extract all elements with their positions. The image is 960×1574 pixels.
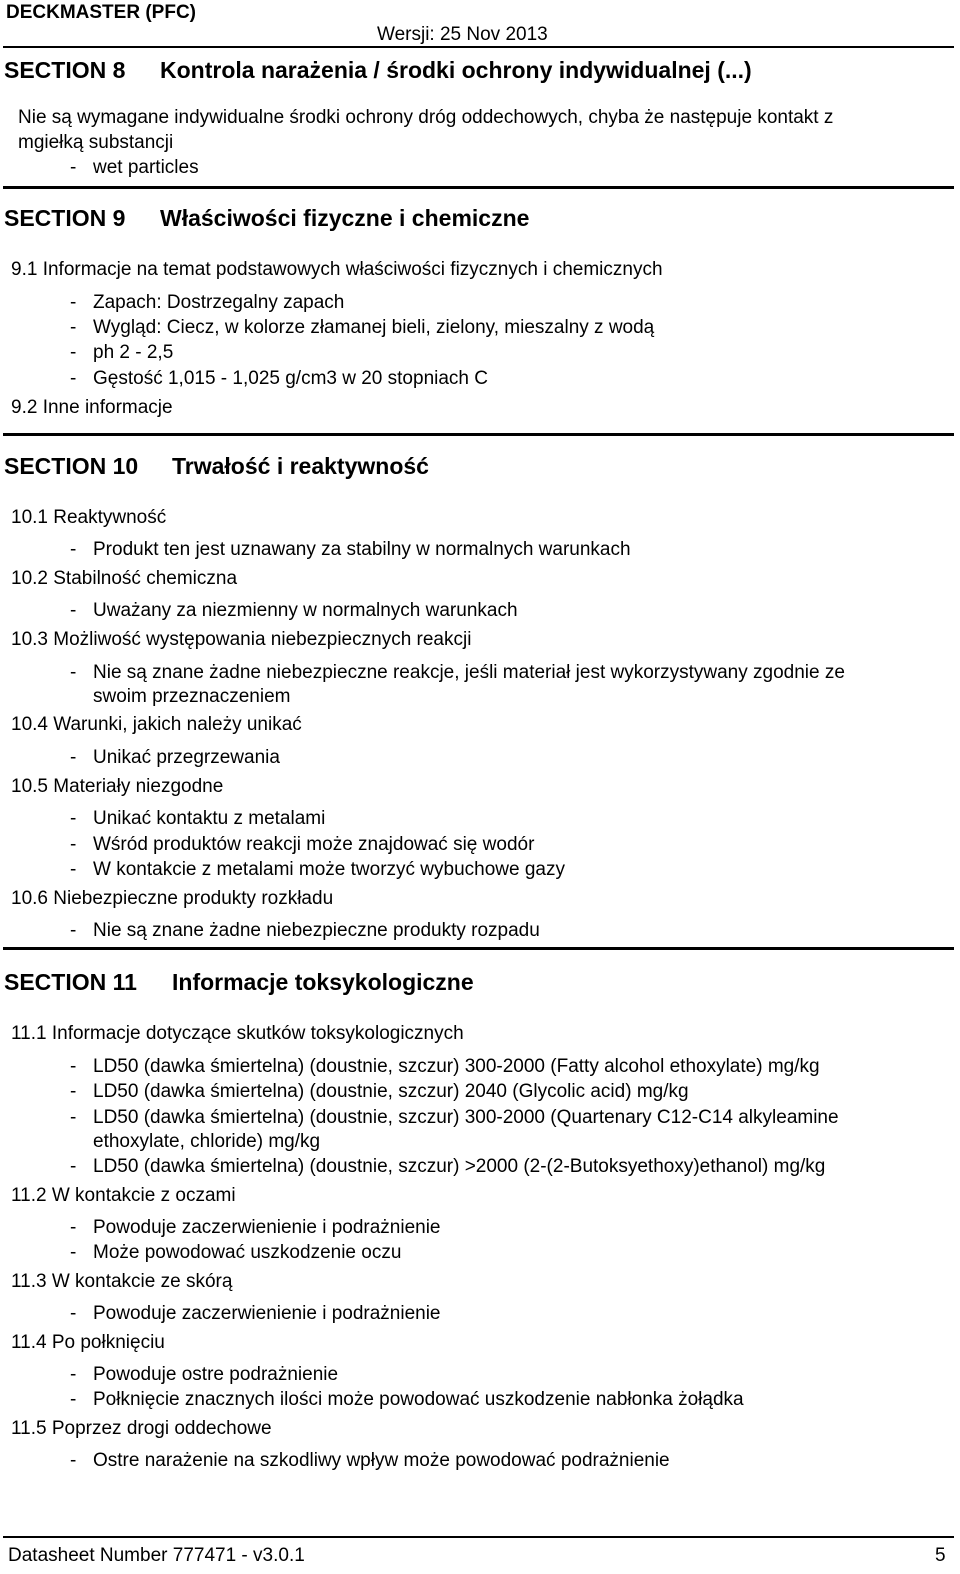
bullet-dash: -	[70, 317, 77, 338]
bullet-dash: -	[70, 1217, 77, 1238]
property-density: Gęstość 1,015 - 1,025 g/cm3 w 20 stopniach C	[93, 368, 488, 389]
eye-contact-item: Powoduje zaczerwienienie i podrażnienie	[93, 1217, 441, 1238]
header-divider	[3, 46, 954, 48]
bullet-dash: -	[70, 292, 77, 313]
section-8-bullet: wet particles	[93, 157, 199, 178]
bullet-dash: -	[70, 1156, 77, 1177]
subsection-10-2: 10.2 Stabilność chemiczna	[11, 568, 238, 589]
footer-divider	[3, 1536, 954, 1538]
toxicity-item-continuation: ethoxylate, chloride) mg/kg	[93, 1131, 321, 1152]
section-8-number: SECTION 8	[4, 57, 126, 83]
section-11-number: SECTION 11	[4, 969, 137, 995]
property-ph: ph 2 - 2,5	[93, 342, 174, 363]
bullet-dash: -	[70, 1389, 77, 1410]
subsection-11-5: 11.5 Poprzez drogi oddechowe	[11, 1418, 272, 1439]
incompatible-item: Unikać kontaktu z metalami	[93, 808, 326, 829]
bullet-dash: -	[70, 920, 77, 941]
bullet-dash: -	[70, 1242, 77, 1263]
bullet-dash: -	[70, 157, 77, 178]
subsection-10-3: 10.3 Możliwość występowania niebezpiecznych reakcji	[11, 629, 472, 650]
subsection-11-2: 11.2 W kontakcie z oczami	[11, 1185, 236, 1206]
hazardous-reactions-item-line2: swoim przeznaczeniem	[93, 686, 291, 707]
skin-contact-item: Powoduje zaczerwienienie i podrażnienie	[93, 1303, 441, 1324]
bullet-dash: -	[70, 600, 77, 621]
subsection-10-6: 10.6 Niebezpieczne produkty rozkładu	[11, 888, 334, 909]
version-date: Wersji: 25 Nov 2013	[377, 24, 548, 45]
section-divider	[3, 433, 954, 436]
subsection-11-1: 11.1 Informacje dotyczące skutków toksykologicznych	[11, 1023, 464, 1044]
bullet-dash: -	[70, 859, 77, 880]
section-8-text-line1: Nie są wymagane indywidualne środki ochrony dróg oddechowych, chyba że następuje kontakt z	[18, 107, 834, 128]
subsection-10-5: 10.5 Materiały niezgodne	[11, 776, 224, 797]
datasheet-number: Datasheet Number 777471 - v3.0.1	[8, 1545, 305, 1566]
inhalation-item: Ostre narażenie na szkodliwy wpływ może powodować podrażnienie	[93, 1450, 670, 1471]
section-11-title: Informacje toksykologiczne	[172, 969, 474, 995]
bullet-dash: -	[70, 834, 77, 855]
subsection-11-4: 11.4 Po połknięciu	[11, 1332, 165, 1353]
subsection-10-4: 10.4 Warunki, jakich należy unikać	[11, 714, 302, 735]
reactivity-item: Produkt ten jest uznawany za stabilny w normalnych warunkach	[93, 539, 631, 560]
section-divider	[3, 947, 954, 950]
bullet-dash: -	[70, 808, 77, 829]
subsection-9-2: 9.2 Inne informacje	[11, 397, 173, 418]
subsection-11-3: 11.3 W kontakcie ze skórą	[11, 1271, 233, 1292]
subsection-9-1: 9.1 Informacje na temat podstawowych właściwości fizycznych i chemicznych	[11, 259, 663, 280]
toxicity-item: LD50 (dawka śmiertelna) (doustnie, szczur) 2040 (Glycolic acid) mg/kg	[93, 1081, 689, 1102]
incompatible-item: Wśród produktów reakcji może znajdować się wodór	[93, 834, 535, 855]
eye-contact-item: Może powodować uszkodzenie oczu	[93, 1242, 402, 1263]
product-name: DECKMASTER (PFC)	[6, 2, 196, 23]
bullet-dash: -	[70, 1450, 77, 1471]
conditions-to-avoid-item: Unikać przegrzewania	[93, 747, 280, 768]
bullet-dash: -	[70, 1364, 77, 1385]
bullet-dash: -	[70, 1056, 77, 1077]
property-odour: Zapach: Dostrzegalny zapach	[93, 292, 345, 313]
section-10-title: Trwałość i reaktywność	[172, 453, 429, 479]
bullet-dash: -	[70, 368, 77, 389]
incompatible-item: W kontakcie z metalami może tworzyć wybuchowe gazy	[93, 859, 565, 880]
bullet-dash: -	[70, 1303, 77, 1324]
page-number: 5	[935, 1545, 946, 1566]
stability-item: Uważany za niezmienny w normalnych warunkach	[93, 600, 518, 621]
ingestion-item: Połknięcie znacznych ilości może powodować uszkodzenie nabłonka żołądka	[93, 1389, 744, 1410]
bullet-dash: -	[70, 662, 77, 683]
section-9-title: Właściwości fizyczne i chemiczne	[160, 205, 530, 231]
section-9-number: SECTION 9	[4, 205, 126, 231]
decomposition-item: Nie są znane żadne niebezpieczne produkty rozpadu	[93, 920, 540, 941]
section-8-title: Kontrola narażenia / środki ochrony indywidualnej (...)	[160, 57, 752, 83]
bullet-dash: -	[70, 1107, 77, 1128]
subsection-10-1: 10.1 Reaktywność	[11, 507, 167, 528]
ingestion-item: Powoduje ostre podrażnienie	[93, 1364, 339, 1385]
bullet-dash: -	[70, 747, 77, 768]
toxicity-item: LD50 (dawka śmiertelna) (doustnie, szczur) 300-2000 (Quartenary C12-C14 alkyleamine	[93, 1107, 839, 1128]
section-10-number: SECTION 10	[4, 453, 139, 479]
bullet-dash: -	[70, 539, 77, 560]
section-8-text-line2: mgiełką substancji	[18, 132, 174, 153]
hazardous-reactions-item-line1: Nie są znane żadne niebezpieczne reakcje, jeśli materiał jest wykorzystywany zgodnie ze	[93, 662, 845, 683]
property-appearance: Wygląd: Ciecz, w kolorze złamanej bieli, zielony, mieszalny z wodą	[93, 317, 655, 338]
toxicity-item: LD50 (dawka śmiertelna) (doustnie, szczur) >2000 (2-(2-Butoksyethoxy)ethanol) mg/kg	[93, 1156, 826, 1177]
toxicity-item: LD50 (dawka śmiertelna) (doustnie, szczur) 300-2000 (Fatty alcohol ethoxylate) mg/kg	[93, 1056, 820, 1077]
section-divider	[3, 186, 954, 189]
bullet-dash: -	[70, 342, 77, 363]
bullet-dash: -	[70, 1081, 77, 1102]
